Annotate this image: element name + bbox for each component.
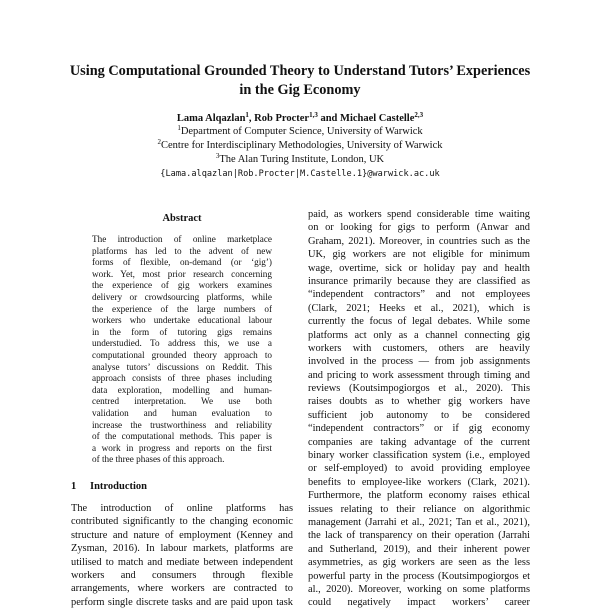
text-line: currently the focus of legal debates. While some [308,316,530,328]
text-line: data exploration, modelling and human- [92,384,272,395]
text-line: the experience of the large numbers of [92,303,272,314]
paper-title [40,62,560,100]
text-line: the experience of gig workers examines [92,280,272,291]
text-line: centred interpretation. We use both [92,396,272,407]
text-line: could negatively impact workers’ career [308,597,530,609]
text-line: contributed significantly to the changing economic [71,516,293,528]
text-line: Graham, 2021). Moreover, in countries such as the [308,235,530,247]
section-title: Introduction [90,481,147,492]
text-line: paid, as workers spend considerable time waiting [308,209,530,220]
text-line: a work in progress and reports on the first [92,442,272,453]
affiliation-mark: 2 [157,138,161,146]
author-emails: {Lama.alqazlan|Rob.Procter|M.Castelle.1}@warwick.ac.uk [160,169,440,179]
text-line: issues relating to their reliance on algorithmic [308,503,530,515]
text-line: “independent contractors” or if gig economy [308,423,530,435]
section-heading [71,480,147,494]
text-line: of the computational methods. This paper is [92,431,272,442]
text-line: platforms act only as a channel connecting gig [308,329,530,341]
text-line: workers with customers, others are heavily [308,342,530,354]
text-line: and Sutherland, 2019), and their inherent power [308,543,530,555]
affiliation [60,153,540,167]
text-line: forms of flexible, on-demand (or ‘gig’) [92,257,272,268]
text-line: benefits to employee-like workers (Clark, 2021). [308,476,530,488]
text-line: sufficient job autonomy to be considered [308,409,530,421]
text-line: powerful party in the process (Koutsimpogiorgos et [308,570,530,582]
text-line: binary worker classification system (i.e., employed [308,450,530,462]
author-separator: , [248,113,255,124]
author-list [60,112,540,126]
text-line: workers and consumers through flexible [71,569,293,581]
text-line: insurance primarily because they are classified as [308,275,530,287]
text-line: raises doubts as to whether gig workers have [308,396,530,408]
text-line: al., 2020). Moreover, working on some platforms [308,583,530,595]
text-line: involved in the process — from job assignments [308,356,530,368]
text-line: and pricing to work assessment through timing and [308,369,530,381]
abstract-body [92,234,272,466]
text-line: or self-employed) to avoid providing employee [308,463,530,475]
author-affiliation-mark: 2,3 [414,111,424,119]
abstract-heading: Abstract [162,213,202,224]
text-line: (Clark, 2021; Heeks et al., 2021), which is [308,302,530,314]
author-name: Rob Procter [254,113,310,124]
author-name: Lama Alqazlan [176,113,246,124]
text-line: reviews (Koutsimpogiorgos et al., 2020). This [308,383,530,395]
affiliation-mark: 1 [177,124,181,132]
text-line: computational grounded theory approach to [92,349,272,360]
text-line: structure and nature of employment (Kenney and [71,529,293,541]
text-line: UK, gig workers are not eligible for minimum [308,249,530,261]
section-number: 1 [71,481,77,492]
right-column-body [308,208,530,610]
text-line: in the form of tutoring gigs remains [92,326,272,337]
text-line: understudied. To address this, we use a [92,338,272,349]
text-line: The introduction of online marketplace [92,234,272,244]
text-line: utilised to match and mediate between independent [71,556,293,568]
text-line: The introduction of online platforms has [71,503,293,514]
affiliation [60,139,540,153]
text-line: validation and human evaluation to [92,407,272,418]
affiliation-text: The Alan Turing Institute, London, UK [219,154,385,165]
paper-title-line-1: Using Computational Grounded Theory to Understand Tutors’ Experiences [69,63,531,79]
text-line: of the three phases of this approach. [92,454,225,465]
text-line: perform single discrete tasks and are paid upon task [71,596,293,608]
text-line: delivery or crowdsourcing platforms, while [92,291,272,302]
text-line: work. Yet, most prior research concerning [92,268,272,279]
author-name: Michael Castelle [340,113,415,124]
introduction-body [71,502,293,609]
paper-title-line-2: in the Gig Economy [239,82,361,98]
text-line: wage, overtime, sick or holiday pay and health [308,262,530,274]
affiliation-text: Department of Computer Science, University of Warwick [180,126,423,137]
text-line: “independent contractors” and not employees [308,289,530,301]
text-line: analyse tutors’ discussions on Reddit. This [92,361,272,372]
text-line: the lack of transparency on their operation (Jarrahi [308,530,530,542]
text-line: increase the trustworthiness and reliability [92,419,272,430]
author-affiliation-mark: 1,3 [309,111,318,119]
text-line: management (Jarrahi et al., 2021; Tan et al., 2021), [308,516,530,528]
author-affiliation-mark: 1 [245,111,249,119]
affiliation [60,125,540,139]
affiliation-text: Centre for Interdisciplinary Methodologies, University of Warwick [160,140,443,151]
text-line: platforms has led to the advent of new [92,245,272,256]
text-line: Zysman, 2016). In labour markets, platforms are [71,543,293,555]
author-separator: and [317,113,341,124]
text-line: approach consists of three phases including [92,373,272,384]
affiliation-mark: 3 [215,152,220,160]
text-line: Furthermore, the platform economy raises ethical [308,490,530,502]
text-line: on or looking for gigs to perform (Anwar and [308,222,530,234]
text-line: arrangements, where workers are contracted to [71,583,293,595]
text-line: workers who undertake educational labour [92,315,272,326]
text-line: companies are taking advantage of the current [308,436,530,448]
text-line: asymmetries, as gig workers are seen as the less [308,557,530,569]
